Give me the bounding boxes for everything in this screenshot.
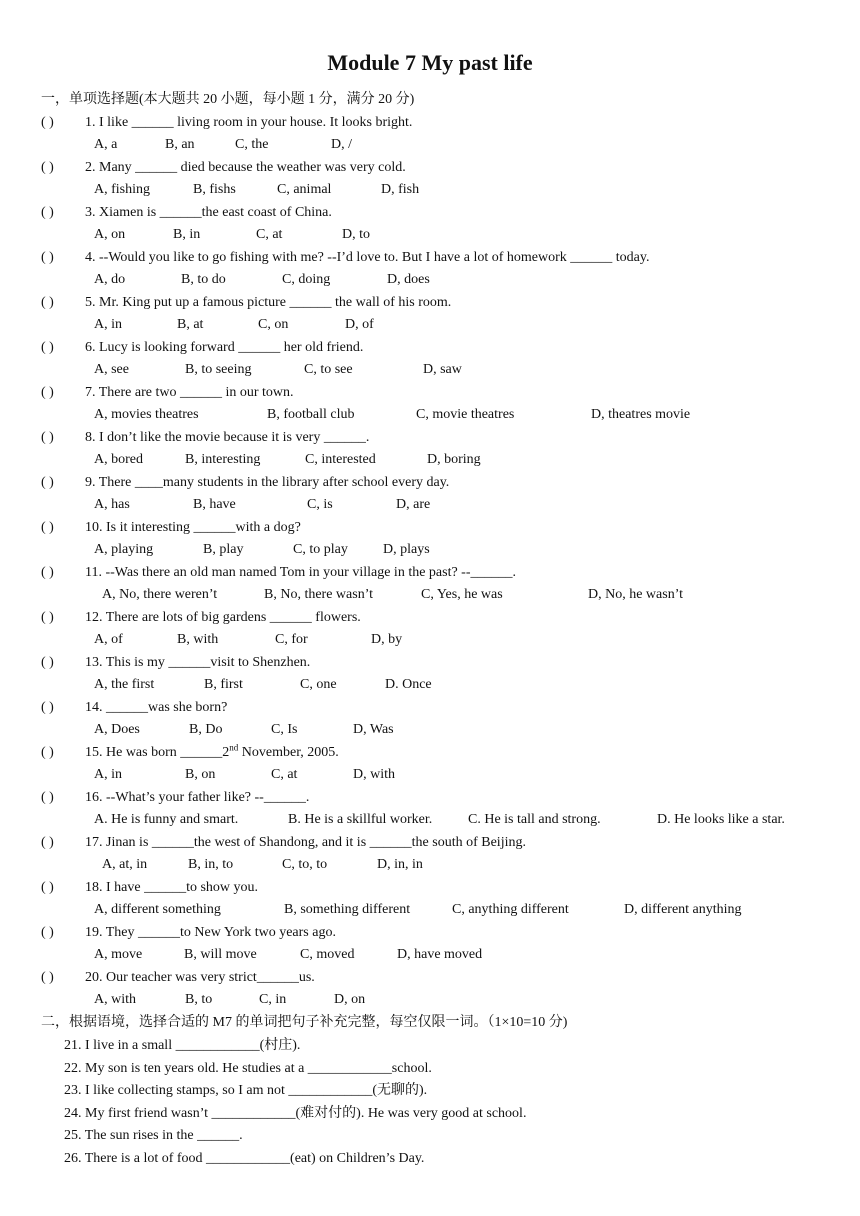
options-row [0,899,860,921]
option-c[interactable]: C, at [256,227,283,242]
question-stem: 9. There ____many students in the library after school every day. [85,475,450,490]
fill-in-item: 25. The sun rises in the ______. [64,1128,243,1144]
options-row [0,449,860,471]
question-row [0,742,860,764]
option-a[interactable]: A, the first [94,677,155,692]
option-d[interactable]: D. Once [385,677,432,692]
question-stem: 7. There are two ______ in our town. [85,385,294,400]
option-a[interactable]: A, with [94,992,136,1007]
option-b[interactable]: B. He is a skillful worker. [288,812,433,827]
options-row [0,809,860,831]
option-d[interactable]: D, different anything [624,902,742,917]
option-c[interactable]: C, at [271,767,298,782]
question-stem: 14. ______was she born? [85,700,228,715]
options-row [0,359,860,381]
option-d[interactable]: D, plays [383,542,430,557]
question-stem: 2. Many ______ died because the weather was very cold. [85,160,406,175]
answer-blank[interactable]: ( ) [41,880,54,895]
question-row [0,967,860,989]
answer-blank[interactable]: ( ) [41,520,54,535]
question-stem: 17. Jinan is ______the west of Shandong, and it is ______the south of Beijing. [85,835,526,850]
answer-blank[interactable]: ( ) [41,655,54,670]
question-row [0,112,860,134]
option-d[interactable]: D, Was [353,722,394,737]
option-d[interactable]: D, have moved [397,947,483,962]
option-c[interactable]: C, animal [277,182,332,197]
option-c[interactable]: C. He is tall and strong. [468,812,601,827]
option-a[interactable]: A, of [94,632,123,647]
option-c[interactable]: C, interested [305,452,376,467]
option-a[interactable]: A, playing [94,542,154,557]
answer-blank[interactable]: ( ) [41,925,54,940]
question-row [0,472,860,494]
option-c[interactable]: C, the [235,137,269,152]
option-b[interactable]: B, an [165,137,195,152]
option-c[interactable]: C, in [259,992,287,1007]
question-stem: 20. Our teacher was very strict______us. [85,970,315,985]
option-d[interactable]: D, with [353,767,395,782]
answer-blank[interactable]: ( ) [41,610,54,625]
option-d[interactable]: D, saw [423,362,462,377]
question-stem-part: November, 2005. [238,745,339,760]
question-stem: 5. Mr. King put up a famous picture ______ the wall of his room. [85,295,452,310]
options-row [0,539,860,561]
option-a[interactable]: A. He is funny and smart. [94,812,239,827]
question-row [0,427,860,449]
option-b[interactable]: B, something different [284,902,411,917]
option-b[interactable]: B, fishs [193,182,236,197]
fill-in-item: 22. My son is ten years old. He studies at a ____________school. [64,1060,432,1076]
answer-blank[interactable]: ( ) [41,790,54,805]
question-stem-part: 15. He was born ______2 [85,745,230,760]
options-row [0,134,860,156]
option-d[interactable]: D, in, in [377,857,423,872]
option-c[interactable]: C, on [258,317,289,332]
options-row [0,494,860,516]
option-d[interactable]: D, No, he wasn’t [588,587,684,602]
question-stem: 6. Lucy is looking forward ______ her old friend. [85,340,364,355]
options-row [0,854,860,876]
question-stem: 19. They ______to New York two years ago. [85,925,336,940]
options-row [0,314,860,336]
question-stem: 18. I have ______to show you. [85,880,259,895]
option-c[interactable]: C, for [275,632,308,647]
option-c[interactable]: C, to see [304,362,353,377]
option-b[interactable]: B, to [185,992,213,1007]
answer-blank[interactable]: ( ) [41,835,54,850]
option-b[interactable]: B, on [185,767,216,782]
option-a[interactable]: A, in [94,767,122,782]
fill-in-item: 21. I live in a small ____________(村庄). [64,1038,301,1053]
question-row [0,292,860,314]
option-b[interactable]: B, interesting [185,452,261,467]
option-a[interactable]: A, on [94,227,126,242]
option-c[interactable]: C, to, to [282,857,328,872]
option-c[interactable]: C, movie theatres [416,407,515,422]
question-row [0,517,860,539]
option-b[interactable]: B, to do [181,272,226,287]
answer-blank[interactable]: ( ) [41,160,54,175]
option-a[interactable]: A, a [94,137,118,152]
ordinal-suffix: nd [229,742,239,753]
options-row [0,629,860,651]
answer-blank[interactable]: ( ) [41,565,54,580]
question-row [0,877,860,899]
option-d[interactable]: D, does [387,272,430,287]
question-row [0,922,860,944]
answer-blank[interactable]: ( ) [41,115,54,130]
option-b[interactable]: B, Do [189,722,223,737]
answer-blank[interactable]: ( ) [41,970,54,985]
option-d[interactable]: D, theatres movie [591,407,691,422]
answer-blank[interactable]: ( ) [41,430,54,445]
question-stem: 12. There are lots of big gardens ______ flowers. [85,610,361,625]
answer-blank[interactable]: ( ) [41,250,54,265]
page-title: Module 7 My past life [327,50,533,75]
option-a[interactable]: A, has [94,497,130,512]
answer-blank[interactable]: ( ) [41,745,54,760]
answer-blank[interactable]: ( ) [41,205,54,220]
question-row [0,832,860,854]
fill-in-item: 23. I like collecting stamps, so I am not ____________(无聊的). [64,1083,428,1099]
question-stem: 16. --What’s your father like? --______. [85,790,310,805]
answer-blank[interactable]: ( ) [41,340,54,355]
option-c[interactable]: C, to play [293,542,348,557]
option-a[interactable]: A, Does [94,722,140,737]
option-c[interactable]: C, one [300,677,337,692]
option-b[interactable]: B, first [204,677,243,692]
options-row [0,719,860,741]
options-row [0,224,860,246]
option-a[interactable]: A, in [94,317,122,332]
option-b[interactable]: B, in, to [188,857,234,872]
question-stem: 10. Is it interesting ______with a dog? [85,520,301,535]
option-b[interactable]: B, No, there wasn’t [264,587,373,602]
answer-blank[interactable]: ( ) [41,475,54,490]
answer-blank[interactable]: ( ) [41,385,54,400]
section2-heading: 二，根据语境，选择合适的 M7 的单词把句子补充完整，每空仅限一词。（1×10=10 分) [41,1015,568,1030]
option-c[interactable]: C, doing [282,272,331,287]
option-d[interactable]: D. He looks like a star. [657,812,785,827]
option-c[interactable]: C, anything different [452,902,569,917]
option-b[interactable]: B, with [177,632,219,647]
option-d[interactable]: D, of [345,317,374,332]
options-row [0,944,860,966]
question-row [0,607,860,629]
options-row [0,269,860,291]
question-row [0,382,860,404]
question-row [0,652,860,674]
option-b[interactable]: B, play [203,542,244,557]
question-stem: 1. I like ______ living room in your house. It looks bright. [85,115,413,130]
option-d[interactable]: D, fish [381,182,420,197]
option-a[interactable]: A, fishing [94,182,150,197]
option-c[interactable]: C, is [307,497,333,512]
option-d[interactable]: D, boring [427,452,481,467]
option-a[interactable]: A, movies theatres [94,407,199,422]
question-row [0,697,860,719]
answer-blank[interactable]: ( ) [41,295,54,310]
question-stem: 4. --Would you like to go fishing with me? --I’d love to. But I have a lot of homework ______ today. [85,250,650,265]
question-stem: 11. --Was there an old man named Tom in your village in the past? --______. [85,565,517,580]
option-c[interactable]: C, Yes, he was [421,587,503,602]
question-row [0,157,860,179]
options-row [0,404,860,426]
options-row [0,989,860,1011]
option-a[interactable]: A, bored [94,452,143,467]
option-a[interactable]: A, at, in [102,857,148,872]
option-b[interactable]: B, at [177,317,204,332]
option-b[interactable]: B, have [193,497,236,512]
question-stem [85,742,339,764]
option-d[interactable]: D, to [342,227,370,242]
option-b[interactable]: B, in [173,227,201,242]
options-row [0,584,860,606]
option-a[interactable]: A, do [94,272,126,287]
answer-blank[interactable]: ( ) [41,700,54,715]
option-c[interactable]: C, moved [300,947,355,962]
option-a[interactable]: A, different something [94,902,221,917]
question-row [0,787,860,809]
question-row [0,202,860,224]
option-b[interactable]: B, will move [184,947,257,962]
options-row [0,179,860,201]
question-row [0,562,860,584]
fill-in-item: 24. My first friend wasn’t ____________(难对付的). He was very good at school. [64,1105,527,1121]
option-c[interactable]: C, Is [271,722,298,737]
section1-heading: 一，单项选择题(本大题共 20 小题，每小题 1 分，满分 20 分) [41,92,415,107]
fill-in-item: 26. There is a lot of food ____________(eat) on Children’s Day. [64,1151,425,1166]
option-d[interactable]: D, are [396,497,431,512]
question-stem: 8. I don’t like the movie because it is very ______. [85,430,370,445]
question-stem: 13. This is my ______visit to Shenzhen. [85,655,311,670]
option-a[interactable]: A, move [94,947,143,962]
options-row [0,764,860,786]
question-row [0,247,860,269]
options-row [0,674,860,696]
question-row [0,337,860,359]
option-a[interactable]: A, see [94,362,129,377]
option-b[interactable]: B, to seeing [185,362,252,377]
option-d[interactable]: D, / [331,137,352,152]
option-d[interactable]: D, by [371,632,403,647]
question-stem: 3. Xiamen is ______the east coast of China. [85,205,332,220]
option-d[interactable]: D, on [334,992,366,1007]
option-a[interactable]: A, No, there weren’t [102,587,218,602]
option-b[interactable]: B, football club [267,407,355,422]
